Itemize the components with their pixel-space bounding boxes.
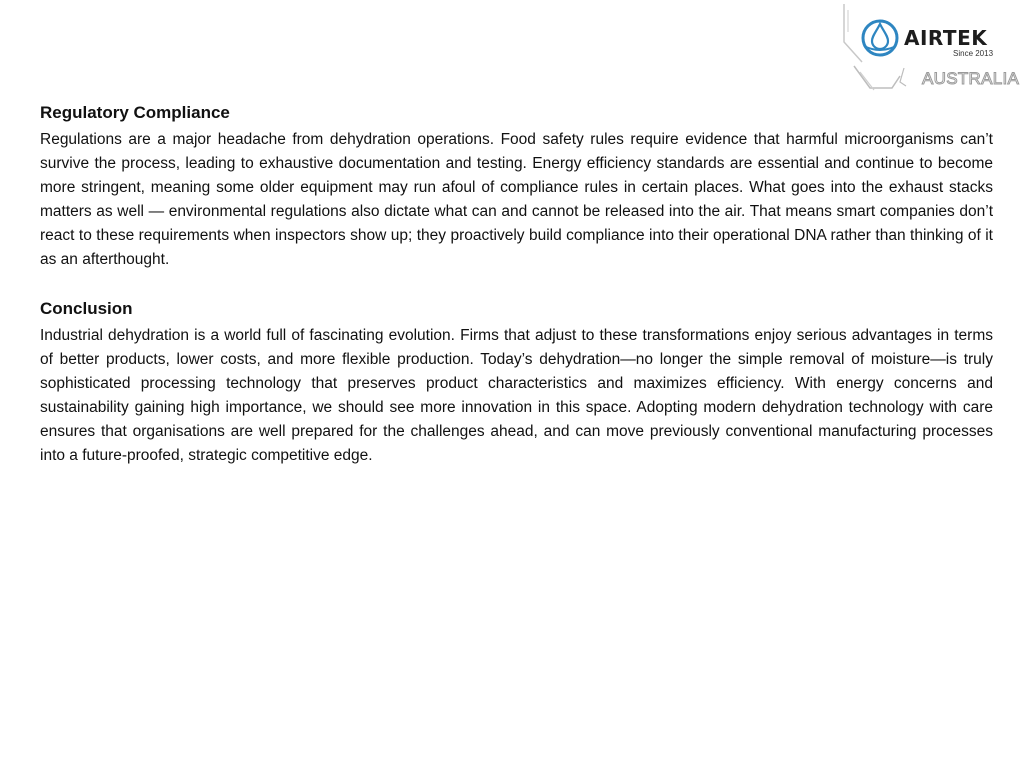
logo-since-label: Since 2013: [953, 49, 994, 58]
section-spacer: [40, 272, 993, 298]
section-heading-conclusion: Conclusion: [40, 299, 133, 318]
document-content: [40, 102, 993, 468]
logo-country-label: AUSTRALIA: [922, 69, 1020, 88]
logo-brand-name: AIRTEK: [904, 26, 988, 50]
section-heading-regulatory-compliance: Regulatory Compliance: [40, 103, 230, 122]
section-body-regulatory-compliance: Regulations are a major headache from dehydration operations. Food safety rules require evidence that harmful microorganisms can’t survive the process, leading to exhaustive documentation and testing. Energy efficiency standards are essential and continue to become more stringent, meaning some older equipment may run afoul of compliance rules in certain places. What goes into the exhaust stacks matters as well — environmental regulations also dictate what can and cannot be released into the air. That means smart companies don’t react to these requirements when inspectors show up; they proactively build compliance into their operational DNA rather than thinking of it as an afterthought.: [40, 131, 993, 268]
airtek-logo: [840, 2, 1024, 94]
section-body-conclusion: Industrial dehydration is a world full of fascinating evolution. Firms that adjust to these transformations enjoy serious advantages in terms of better products, lower costs, and more flexible production. Today’s dehydration—no longer the simple removal of moisture—is truly sophisticated processing technology that preserves product characteristics and maximizes efficiency. With energy concerns and sustainability gaining high importance, we should see more innovation in this space. Adopting modern dehydration technology with care ensures that organisations are well prepared for the challenges ahead, and can move previously conventional manufacturing processes into a future-proofed, strategic competitive edge.: [40, 327, 993, 464]
